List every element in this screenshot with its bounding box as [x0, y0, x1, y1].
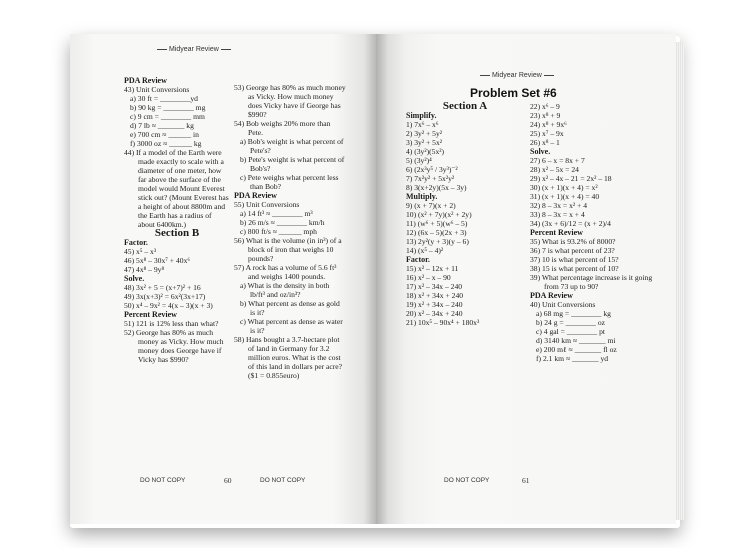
question-line: 46) 5x⁸ – 30x⁷ + 40x⁶: [124, 256, 191, 265]
question-line: 22) x⁶ – 9: [530, 102, 560, 111]
question-line: 43) Unit Conversions: [124, 85, 190, 94]
question-line: 5) (3y²)⁴: [406, 156, 432, 165]
question-line: 29) x² – 4x – 21 = 2x² – 18: [530, 174, 612, 183]
right-page-number: 61: [522, 476, 530, 485]
question-line: 31) (x + 1)(x + 4) = 40: [530, 192, 600, 201]
question-line: 7) 7x²y² + 5x²y²: [406, 174, 455, 183]
problem-set-title: Problem Set #6: [470, 86, 557, 100]
question-line: 2) 3y² + 5y²: [406, 129, 443, 138]
sub-question-line: b) 26 m/s ≈ ________ km/h: [240, 218, 325, 227]
question-line: 57) A rock has a volume of 5.6 ft³ and weighs 1400 pounds.: [234, 263, 337, 281]
sub-question-line: a) 30 ft = ________yd: [130, 94, 198, 103]
sub-question-line: e) 700 cm ≈ ______ in: [130, 130, 199, 139]
sub-question-line: c) What percent as dense as water is it?: [240, 317, 343, 335]
sub-question-line: a) What is the density in both lb/ft³ and oz/in³?: [240, 281, 330, 299]
left-header-text: Midyear Review: [169, 46, 219, 53]
section-subheading: PDA Review: [530, 291, 573, 300]
sub-question-line: b) 24 g = ________ oz: [536, 318, 606, 327]
question-line: 13) 2y²(y + 3)(y – 6): [406, 237, 469, 246]
sub-question-line: c) 4 gal = ________ pt: [536, 327, 606, 336]
question-line: 1) 7x⁶ – x⁶: [406, 120, 439, 129]
question-line: 11) (w⁶ + 5)(w⁶ – 5): [406, 219, 468, 228]
sub-question-line: e) 200 mℓ ≈ _______ fl oz: [536, 345, 617, 354]
sub-question-line: a) 68 mg = ________ kg: [536, 309, 611, 318]
question-line: 25) x⁷ – 9x: [530, 129, 564, 138]
right-page-column-2: [530, 102, 654, 363]
sub-question-line: d) 7 lb ≈ _______ kg: [130, 121, 194, 130]
left-running-header: [155, 46, 233, 53]
left-footer-copy-notice: DO NOT COPY: [140, 477, 186, 484]
sub-question-line: b) Pete's weight is what percent of Bob's?: [240, 155, 345, 173]
question-line: 49) 3x(x+3)² = 6x²(3x+17): [124, 292, 206, 301]
sub-question-line: c) Pete weighs what percent less than Bob?: [240, 173, 339, 191]
question-line: 51) 121 is 12% less than what?: [124, 319, 219, 328]
section-subheading: Solve.: [530, 147, 551, 156]
question-line: 35) What is 93.2% of 8000?: [530, 237, 616, 246]
question-line: 55) Unit Conversions: [234, 200, 300, 209]
question-line: 16) x² – x – 90: [406, 273, 451, 282]
question-line: 18) x² + 34x + 240: [406, 291, 464, 300]
question-line: 20) x² – 34x + 240: [406, 309, 463, 318]
question-line: 24) x⁸ + 9x⁶: [530, 120, 567, 129]
question-line: 12) (6x – 5)(2x + 3): [406, 228, 467, 237]
sub-question-line: f) 3000 oz ≈ ______ kg: [130, 139, 202, 148]
question-line: 21) 10x⁵ – 90x⁴ + 180x³: [406, 318, 480, 327]
question-line: 56) What is the volume (in in³) of a block of iron that weighs 10 pounds?: [234, 236, 342, 263]
sub-question-line: b) 90 kg = ________ mg: [130, 103, 206, 112]
question-line: 52) George has 80% as much money as Vicky. How much money does George have if Vicky has $990?: [124, 328, 224, 364]
left-page-column-2: [234, 83, 346, 380]
left-page-number: 60: [224, 476, 232, 485]
section-subheading: Multiply.: [406, 192, 438, 201]
sub-question-line: a) 14 ft³ ≈ ________ m³: [240, 209, 313, 218]
right-footer-copy-notice: DO NOT COPY: [444, 477, 490, 484]
question-line: 44) If a model of the Earth were made exactly to scale with a diameter of one meter, how far above the surface of the model would Mount Everest stick out? (Mount Everest has a height of about 8800m and the Earth has a radius of about 6400km.): [124, 148, 229, 229]
question-line: 34) (3x + 6)/12 = (x + 2)/4: [530, 219, 611, 228]
left-page-column-1: [124, 76, 230, 364]
section-subheading: Factor.: [406, 255, 430, 264]
question-line: 10) (x² + 7y)(x² + 2y): [406, 210, 472, 219]
section-heading: Section A: [442, 100, 488, 112]
question-line: 28) x² – 5x = 24: [530, 165, 579, 174]
section-subheading: Percent Review: [124, 310, 177, 319]
question-line: 38) 15 is what percent of 10?: [530, 264, 619, 273]
question-line: 30) (x + 1)(x + 4) = x²: [530, 183, 598, 192]
question-line: 45) x⁵ – x³: [124, 247, 157, 256]
right-running-header: [478, 72, 556, 79]
question-line: 37) 10 is what percent of 15?: [530, 255, 619, 264]
sub-question-line: a) Bob's weight is what percent of Pete's?: [240, 137, 344, 155]
section-subheading: Solve.: [124, 274, 145, 283]
question-line: 33) 8 – 3x = x + 4: [530, 210, 585, 219]
question-line: 47) 4x⁸ – 9y⁸: [124, 265, 165, 274]
right-header-text: Midyear Review: [492, 72, 542, 79]
question-line: 53) George has 80% as much money as Vicky. How much money does Vicky have if George has $990?: [234, 83, 346, 119]
sub-question-line: c) 9 cm = ________ mm: [130, 112, 205, 121]
question-line: 17) x² – 34x – 240: [406, 282, 463, 291]
question-line: 14) (x⁵ – 4)²: [406, 246, 444, 255]
question-line: 54) Bob weighs 20% more than Pete.: [234, 119, 331, 137]
section-subheading: Simplify.: [406, 111, 437, 120]
sub-question-line: b) What percent as dense as gold is it?: [240, 299, 340, 317]
right-page-column-1: [406, 102, 524, 327]
question-line: 27) 6 – x = 8x + 7: [530, 156, 585, 165]
question-line: 8) 3(x+2y)(5x – 3y): [406, 183, 467, 192]
question-line: 3) 3y² + 5x²: [406, 138, 443, 147]
section-subheading: PDA Review: [234, 191, 277, 200]
sub-question-line: f) 2.1 km ≈ _______ yd: [536, 354, 609, 363]
question-line: 26) x⁸ – 1: [530, 138, 560, 147]
left-footer-copy-notice-2: DO NOT COPY: [260, 477, 306, 484]
question-line: 48) 3x² + 5 = (x+7)² + 16: [124, 283, 201, 292]
section-subheading: Percent Review: [530, 228, 583, 237]
question-line: 6) (2x³y⁵ / 3y³)⁻²: [406, 165, 458, 174]
question-line: 15) x² – 12x + 11: [406, 264, 459, 273]
question-line: 40) Unit Conversions: [530, 300, 596, 309]
question-line: 32) 8 – 3x = x² + 4: [530, 201, 588, 210]
question-line: 19) x² + 34x – 240: [406, 300, 463, 309]
page-edges: [676, 42, 684, 520]
section-heading: Section B: [154, 227, 200, 239]
sub-question-line: d) 3140 km ≈ _______ mi: [536, 336, 616, 345]
question-line: 58) Hans bought a 3.7-hectare plot of land in Germany for 3.2 million euros. What is the cost of this land in dollars per acre? ($1 = 0.855euro): [234, 335, 343, 380]
section-subheading: Factor.: [124, 238, 148, 247]
section-subheading: PDA Review: [124, 76, 167, 85]
question-line: 9) (x + 7)(x + 2): [406, 201, 456, 210]
question-line: 39) What percentage increase is it going from 73 up to 90?: [530, 273, 653, 291]
sub-question-line: c) 800 ft/s ≈ ______ mph: [240, 227, 317, 236]
question-line: 4) (3y²)(5x²): [406, 147, 445, 156]
question-line: 23) x⁸ + 9: [530, 111, 561, 120]
book-spine-gutter: [364, 34, 388, 524]
question-line: 50) x⁴ – 9x² = 4(x – 3)(x + 3): [124, 301, 213, 310]
question-line: 36) 7 is what percent of 23?: [530, 246, 615, 255]
